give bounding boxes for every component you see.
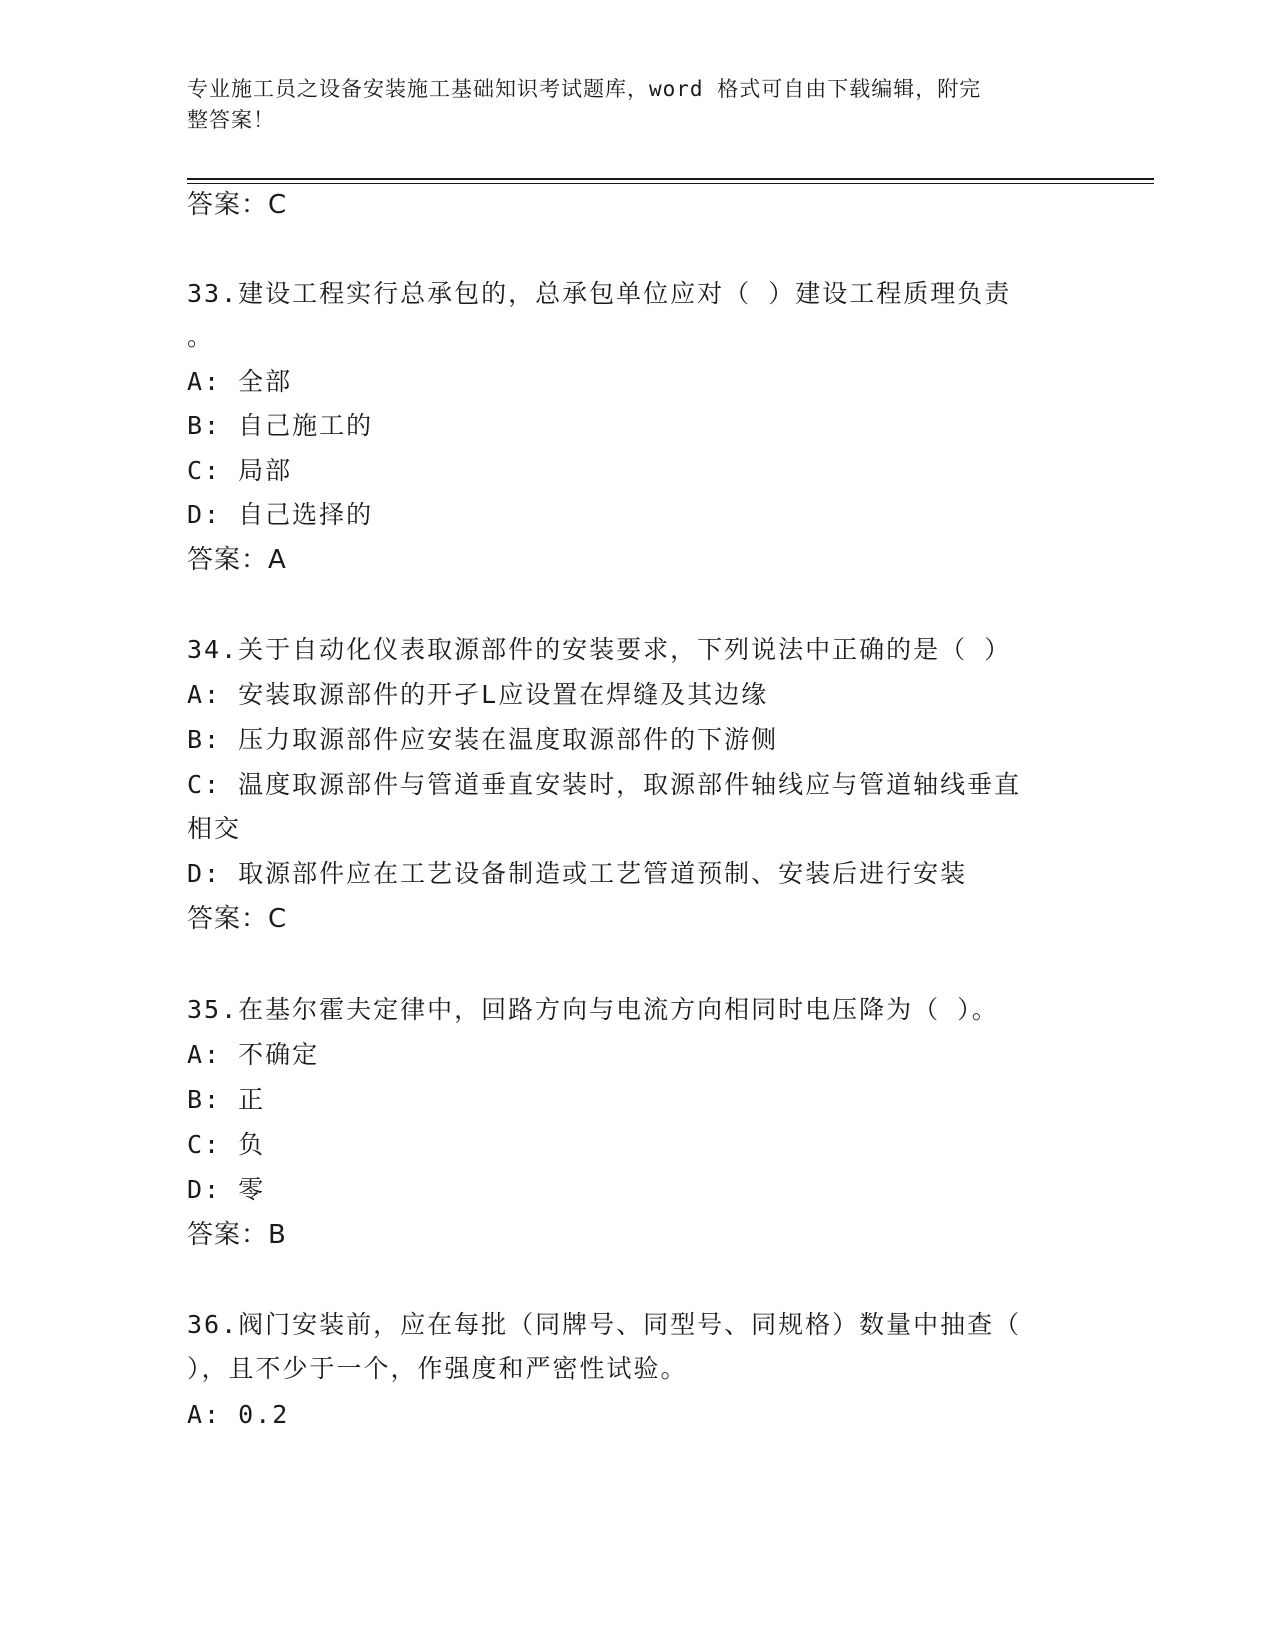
q33-option-d: D: 自己选择的: [187, 500, 374, 529]
header-line-1: 专业施工员之设备安装施工基础知识考试题库，word 格式可自由下载编辑，附完: [187, 77, 982, 101]
q35-answer: 答案：B: [187, 1220, 287, 1250]
q33-stem-line-1: 33.建设工程实行总承包的，总承包单位应对（ ）建设工程质理负责: [187, 279, 1012, 308]
q33-stem-line-2: 。: [187, 322, 215, 351]
q34-option-c-line-1: C: 温度取源部件与管道垂直安装时，取源部件轴线应与管道轴线垂直: [187, 770, 1022, 799]
q35-stem: 35.在基尔霍夫定律中，回路方向与电流方向相同时电压降为（ ）。: [187, 995, 999, 1024]
q34-option-a: A: 安装取源部件的开孑L应设置在焊缝及其边缘: [187, 680, 769, 709]
q36-option-a: A: 0.2: [187, 1400, 290, 1429]
header-divider-thick: [187, 178, 1154, 180]
q33-answer: 答案：A: [187, 545, 287, 575]
q35-option-c: C: 负: [187, 1130, 266, 1159]
q35-option-a: A: 不确定: [187, 1040, 320, 1069]
q34-answer: 答案：C: [187, 904, 288, 934]
q36-stem-line-1: 36.阀门安装前，应在每批（同牌号、同型号、同规格）数量中抽查（: [187, 1310, 1022, 1339]
q34-option-d: D: 取源部件应在工艺设备制造或工艺管道预制、安装后进行安装: [187, 859, 968, 888]
q36-stem-line-2: ），且不少于一个，作强度和严密性试验。: [187, 1354, 688, 1383]
document-header: [187, 74, 1067, 136]
q35-option-b: B: 正: [187, 1085, 266, 1114]
header-divider-thin: [187, 183, 1154, 184]
q33-option-c: C: 局部: [187, 456, 293, 485]
q33-option-a: A: 全部: [187, 367, 293, 396]
q34-option-b: B: 压力取源部件应安装在温度取源部件的下游侧: [187, 725, 779, 754]
previous-answer: 答案：C: [187, 190, 288, 220]
q35-option-d: D: 零: [187, 1175, 266, 1204]
q34-option-c-line-2: 相交: [187, 814, 242, 843]
q34-stem: 34.关于自动化仪表取源部件的安装要求，下列说法中正确的是（ ）: [187, 635, 1012, 664]
q33-option-b: B: 自己施工的: [187, 411, 374, 440]
header-line-2: 整答案！: [187, 108, 275, 132]
